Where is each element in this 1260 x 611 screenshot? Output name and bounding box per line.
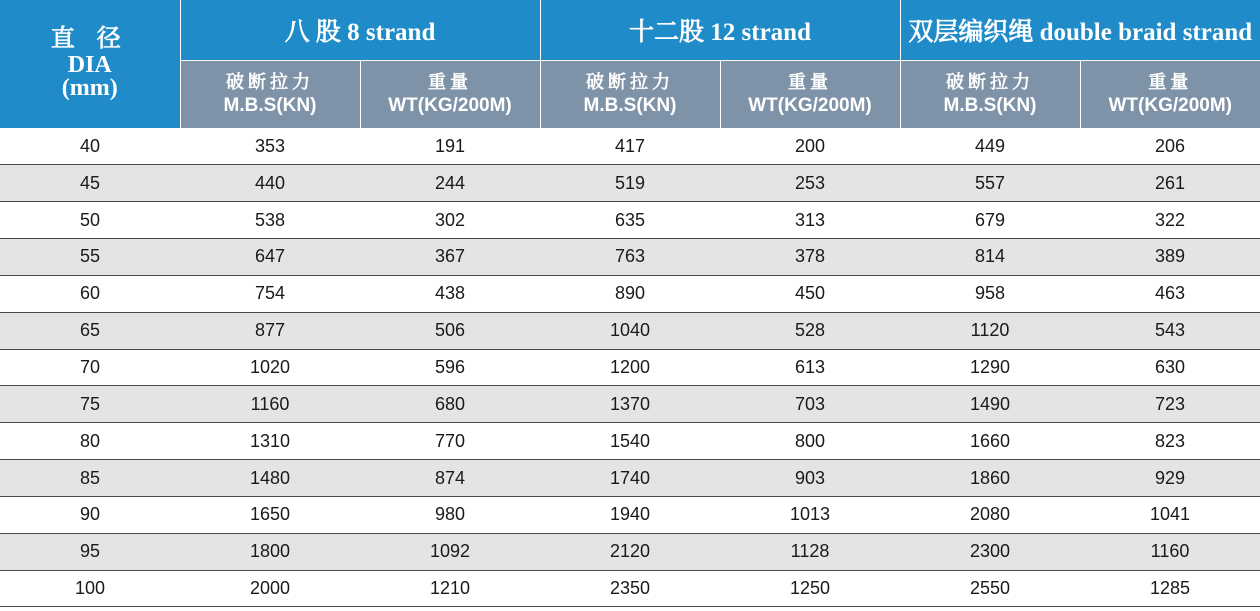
diameter-cell: 40 [0,128,180,165]
table-row [0,496,1260,533]
mbs-label-en: M.B.S(KN) [583,95,677,117]
mbs-double-braid-cell: 1120 [900,312,1080,349]
table-row [0,570,1260,607]
weight-8-strand-cell: 770 [360,423,540,460]
table-row [0,460,1260,497]
mbs-12-strand-cell: 2350 [540,570,720,607]
diameter-cell: 70 [0,349,180,386]
diameter-cell: 50 [0,202,180,239]
mbs-8-strand-cell: 754 [180,275,360,312]
table-row [0,202,1260,239]
mbs-12-strand-cell: 635 [540,202,720,239]
mbs-double-braid-cell: 679 [900,202,1080,239]
weight-12-strand-cell: 313 [720,202,900,239]
weight-12-strand-cell: 253 [720,165,900,202]
diameter-cell: 85 [0,460,180,497]
diameter-header [0,0,180,128]
mbs-8-strand-cell: 877 [180,312,360,349]
mbs-label-zh: 破断拉力 [586,72,674,93]
weight-double-braid-cell: 206 [1080,128,1260,165]
weight-8-strand-cell: 438 [360,275,540,312]
weight-double-braid-cell: 543 [1080,312,1260,349]
diameter-label-zh: 直 径 [50,26,129,52]
mbs-label-en: M.B.S(KN) [943,95,1037,117]
mbs-double-braid-cell: 2550 [900,570,1080,607]
weight-double-braid-cell: 463 [1080,275,1260,312]
weight-12-strand-cell: 800 [720,423,900,460]
subheader-mbs [180,60,360,128]
weight-8-strand-cell: 506 [360,312,540,349]
diameter-cell: 75 [0,386,180,423]
weight-double-braid-cell: 389 [1080,239,1260,276]
weight-8-strand-cell: 302 [360,202,540,239]
mbs-12-strand-cell: 1740 [540,460,720,497]
mbs-8-strand-cell: 353 [180,128,360,165]
subheader-weight [1080,60,1260,128]
weight-12-strand-cell: 378 [720,239,900,276]
weight-label-en: WT(KG/200M) [388,95,512,117]
diameter-cell: 80 [0,423,180,460]
weight-double-braid-cell: 1285 [1080,570,1260,607]
diameter-label-en: DIA [67,52,112,78]
weight-8-strand-cell: 1210 [360,570,540,607]
weight-double-braid-cell: 823 [1080,423,1260,460]
subheader-weight [720,60,900,128]
diameter-cell: 90 [0,496,180,533]
table-row [0,533,1260,570]
weight-label-zh: 重量 [1148,72,1193,93]
mbs-8-strand-cell: 538 [180,202,360,239]
table-row [0,423,1260,460]
mbs-label-en: M.B.S(KN) [223,95,317,117]
mbs-label-zh: 破断拉力 [226,72,314,93]
diameter-cell: 60 [0,275,180,312]
mbs-8-strand-cell: 1310 [180,423,360,460]
mbs-12-strand-cell: 763 [540,239,720,276]
weight-double-braid-cell: 630 [1080,349,1260,386]
mbs-12-strand-cell: 1200 [540,349,720,386]
weight-8-strand-cell: 680 [360,386,540,423]
weight-12-strand-cell: 903 [720,460,900,497]
table-row [0,386,1260,423]
weight-12-strand-cell: 1128 [720,533,900,570]
weight-8-strand-cell: 980 [360,496,540,533]
weight-12-strand-cell: 1250 [720,570,900,607]
mbs-12-strand-cell: 1370 [540,386,720,423]
header-row-subcolumns [0,60,1260,128]
diameter-unit: (mm) [61,75,118,101]
mbs-8-strand-cell: 1020 [180,349,360,386]
weight-12-strand-cell: 450 [720,275,900,312]
mbs-double-braid-cell: 557 [900,165,1080,202]
mbs-8-strand-cell: 1480 [180,460,360,497]
mbs-double-braid-cell: 958 [900,275,1080,312]
mbs-12-strand-cell: 2120 [540,533,720,570]
mbs-double-braid-cell: 1860 [900,460,1080,497]
mbs-double-braid-cell: 1660 [900,423,1080,460]
weight-12-strand-cell: 613 [720,349,900,386]
table-header [0,0,1260,128]
weight-label-en: WT(KG/200M) [1108,95,1232,117]
diameter-cell: 100 [0,570,180,607]
subheader-mbs [540,60,720,128]
mbs-12-strand-cell: 890 [540,275,720,312]
weight-8-strand-cell: 1092 [360,533,540,570]
mbs-8-strand-cell: 440 [180,165,360,202]
mbs-double-braid-cell: 449 [900,128,1080,165]
weight-12-strand-cell: 703 [720,386,900,423]
mbs-double-braid-cell: 1290 [900,349,1080,386]
weight-double-braid-cell: 322 [1080,202,1260,239]
weight-double-braid-cell: 723 [1080,386,1260,423]
mbs-12-strand-cell: 417 [540,128,720,165]
mbs-12-strand-cell: 1040 [540,312,720,349]
weight-8-strand-cell: 191 [360,128,540,165]
table-row [0,165,1260,202]
mbs-8-strand-cell: 647 [180,239,360,276]
weight-12-strand-cell: 200 [720,128,900,165]
diameter-cell: 45 [0,165,180,202]
weight-label-zh: 重量 [428,72,472,93]
subheader-weight [360,60,540,128]
mbs-double-braid-cell: 814 [900,239,1080,276]
weight-double-braid-cell: 929 [1080,460,1260,497]
weight-double-braid-cell: 261 [1080,165,1260,202]
group-header-8-strand: 八 股 8 strand [180,0,540,60]
mbs-label-zh: 破断拉力 [946,72,1034,93]
table-body [0,128,1260,607]
mbs-8-strand-cell: 1800 [180,533,360,570]
group-header-double-braid: 双层编织绳 double braid strand [900,0,1260,60]
weight-8-strand-cell: 244 [360,165,540,202]
diameter-cell: 65 [0,312,180,349]
weight-8-strand-cell: 367 [360,239,540,276]
weight-double-braid-cell: 1160 [1080,533,1260,570]
mbs-double-braid-cell: 2080 [900,496,1080,533]
diameter-cell: 95 [0,533,180,570]
weight-12-strand-cell: 528 [720,312,900,349]
subheader-mbs [900,60,1080,128]
weight-double-braid-cell: 1041 [1080,496,1260,533]
weight-8-strand-cell: 874 [360,460,540,497]
table-row [0,349,1260,386]
header-row-groups [0,0,1260,60]
weight-label-zh: 重量 [788,72,832,93]
mbs-8-strand-cell: 1650 [180,496,360,533]
weight-label-en: WT(KG/200M) [748,95,872,117]
mbs-12-strand-cell: 1940 [540,496,720,533]
diameter-cell: 55 [0,239,180,276]
mbs-12-strand-cell: 519 [540,165,720,202]
weight-8-strand-cell: 596 [360,349,540,386]
mbs-8-strand-cell: 1160 [180,386,360,423]
weight-12-strand-cell: 1013 [720,496,900,533]
table-row [0,239,1260,276]
mbs-double-braid-cell: 2300 [900,533,1080,570]
table-row [0,128,1260,165]
mbs-12-strand-cell: 1540 [540,423,720,460]
table-row [0,275,1260,312]
group-header-12-strand: 十二股 12 strand [540,0,900,60]
table-row [0,312,1260,349]
mbs-8-strand-cell: 2000 [180,570,360,607]
mbs-double-braid-cell: 1490 [900,386,1080,423]
